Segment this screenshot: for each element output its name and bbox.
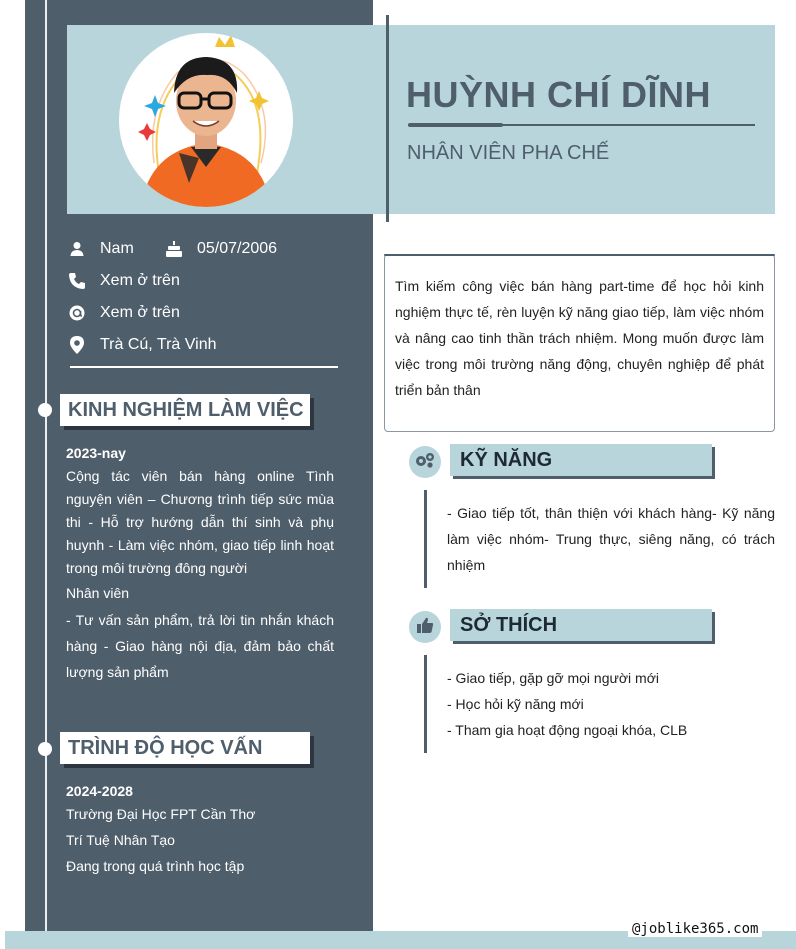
career-objective-text: Tìm kiếm công việc bán hàng part-time để học hỏi kinh nghiệm thực tế, rèn luyện kỹ năng giao tiếp, làm việc nhóm và nâng cao tinh thần trách nhiệm. Mong muốn được làm việc trong môi trường năng động, chuyên nghiệp để phát triển bản thân [395, 278, 764, 398]
hobbies-list [447, 665, 775, 743]
timeline-line [45, 0, 47, 949]
gender-value: Nam [100, 240, 134, 257]
footer-watermark: @joblike365.com [628, 921, 762, 937]
hobby-item: - Giao tiếp, gặp gỡ mọi người mới [447, 670, 659, 686]
education-heading [60, 732, 310, 764]
experience-title: KINH NGHIỆM LÀM VIỆC [68, 398, 304, 421]
education-timeline-dot [38, 742, 52, 756]
education-period: 2024-2028 [66, 783, 133, 799]
avatar [119, 33, 293, 207]
education-school: Trường Đại Học FPT Cần Thơ [66, 806, 256, 822]
user-icon [67, 239, 87, 259]
address-value: Trà Cú, Trà Vinh [100, 336, 217, 353]
phone-value: Xem ở trên [100, 272, 180, 289]
hobbies-vertical-line [424, 655, 427, 753]
education-title: TRÌNH ĐỘ HỌC VẤN [68, 736, 263, 759]
job-title: NHÂN VIÊN PHA CHẾ [407, 142, 610, 164]
skills-vertical-line [424, 490, 427, 588]
cake-icon [164, 239, 184, 259]
email-row [67, 303, 180, 323]
skills-text: - Giao tiếp tốt, thân thiện với khách hàng- Kỹ năng làm việc nhóm- Trung thực, siêng năng, có trách nhiệm [447, 505, 775, 573]
education-status: Đang trong quá trình học tập [66, 858, 245, 874]
header-divider [386, 15, 389, 222]
education-major: Trí Tuệ Nhân Tạo [66, 832, 175, 848]
thumbs-up-icon [416, 616, 434, 639]
objective-top-accent [384, 254, 775, 256]
hobbies-title: SỞ THÍCH [460, 613, 558, 636]
hobbies-heading [450, 609, 712, 641]
experience-description: Cộng tác viên bán hàng online Tình nguyện viên – Chương trình tiếp sức mùa thi - Hỗ trợ hướng dẫn thí sinh và phụ huynh - Làm việc nhóm, giao tiếp linh hoạt trong môi trường đông người [66, 468, 334, 576]
candidate-name: HUỲNH CHÍ DĨNH [406, 74, 712, 115]
experience-details: - Tư vấn sản phẩm, trả lời tin nhắn khách hàng - Giao hàng nội địa, đảm bảo chất lượng sản phẩm [66, 612, 334, 680]
experience-role: Nhân viên [66, 585, 130, 601]
birthday-value: 05/07/2006 [197, 240, 278, 257]
phone-icon [67, 271, 87, 291]
experience-heading [60, 394, 310, 426]
skills-title: KỸ NĂNG [460, 448, 553, 471]
name-underline-accent [408, 123, 503, 127]
hobbies-icon-badge [409, 611, 441, 643]
gears-icon [414, 451, 436, 474]
email-value: Xem ở trên [100, 304, 180, 321]
hobby-item: - Học hỏi kỹ năng mới [447, 696, 584, 712]
address-row [67, 335, 217, 355]
skills-heading [450, 444, 712, 476]
skills-icon-badge [409, 446, 441, 478]
career-objective-box [384, 254, 775, 432]
contact-separator [70, 366, 338, 368]
hobby-item: - Tham gia hoạt động ngoại khóa, CLB [447, 722, 688, 738]
phone-row [67, 271, 180, 291]
avatar-portrait [119, 33, 293, 207]
experience-period: 2023-nay [66, 445, 126, 461]
birthday-row [164, 239, 277, 259]
experience-timeline-dot [38, 403, 52, 417]
location-pin-icon [67, 335, 87, 355]
gender-row [67, 239, 134, 259]
at-icon [67, 303, 87, 323]
